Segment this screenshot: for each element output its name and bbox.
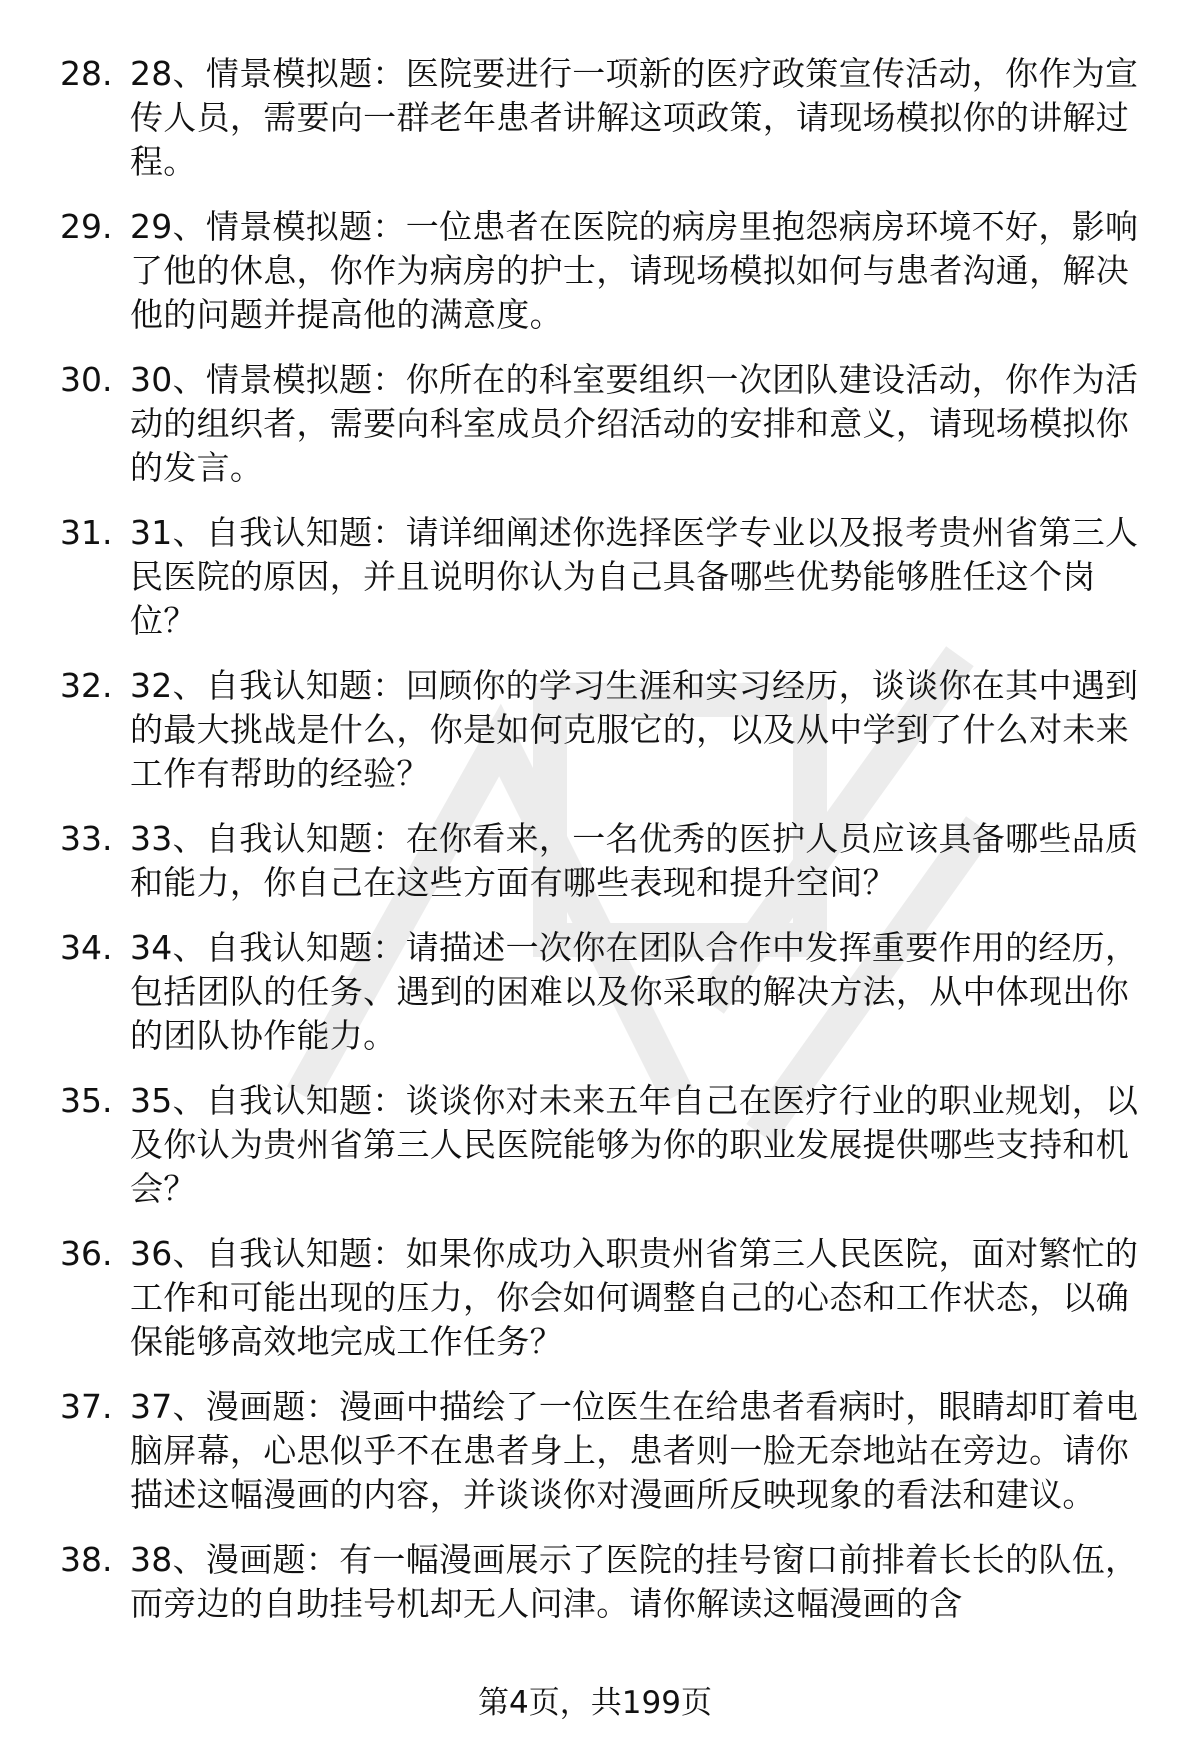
question-number: 38. [60,1540,113,1579]
question-text: 33、自我认知题：在你看来，一名优秀的医护人员应该具备哪些品质和能力，你自己在这些方面有哪些表现和提升空间？ [130,819,1139,902]
list-item [60,1232,1150,1364]
question-number: 30. [60,360,113,399]
question-text: 34、自我认知题：请描述一次你在团队合作中发挥重要作用的经历，包括团队的任务、遇到的困难以及你采取的解决方法，从中体现出你的团队协作能力。 [130,928,1139,1055]
question-number: 31. [60,513,113,552]
question-text: 30、情景模拟题：你所在的科室要组织一次团队建设活动，你作为活动的组织者，需要向科室成员介绍活动的安排和意义，请现场模拟你的发言。 [130,360,1139,487]
question-text: 28、情景模拟题：医院要进行一项新的医疗政策宣传活动，你作为宣传人员，需要向一群老年患者讲解这项政策，请现场模拟你的讲解过程。 [130,54,1139,181]
list-item [60,52,1150,184]
list-item [60,1079,1150,1211]
question-number: 35. [60,1081,113,1120]
list-item [60,1538,1150,1626]
question-number: 36. [60,1234,113,1273]
question-text: 29、情景模拟题：一位患者在医院的病房里抱怨病房环境不好，影响了他的休息，你作为病房的护士，请现场模拟如何与患者沟通，解决他的问题并提高他的满意度。 [130,207,1139,334]
question-text: 37、漫画题：漫画中描绘了一位医生在给患者看病时，眼睛却盯着电脑屏幕，心思似乎不在患者身上，患者则一脸无奈地站在旁边。请你描述这幅漫画的内容，并谈谈你对漫画所反映现象的看法和建议。 [130,1387,1139,1514]
question-number: 28. [60,54,113,93]
question-text: 35、自我认知题：谈谈你对未来五年自己在医疗行业的职业规划，以及你认为贵州省第三人民医院能够为你的职业发展提供哪些支持和机会？ [130,1081,1139,1208]
question-number: 29. [60,207,113,246]
question-text: 31、自我认知题：请详细阐述你选择医学专业以及报考贵州省第三人民医院的原因，并且说明你认为自己具备哪些优势能够胜任这个岗位？ [130,513,1139,640]
question-text: 36、自我认知题：如果你成功入职贵州省第三人民医院，面对繁忙的工作和可能出现的压力，你会如何调整自己的心态和工作状态，以确保能够高效地完成工作任务？ [130,1234,1139,1361]
question-number: 37. [60,1387,113,1426]
list-item [60,664,1150,796]
list-item [60,511,1150,643]
list-item [60,926,1150,1058]
list-item [60,817,1150,905]
question-list [60,52,1150,1647]
list-item [60,1385,1150,1517]
list-item [60,205,1150,337]
question-number: 34. [60,928,113,967]
question-text: 38、漫画题：有一幅漫画展示了医院的挂号窗口前排着长长的队伍，而旁边的自助挂号机却无人问津。请你解读这幅漫画的含 [130,1540,1139,1623]
page-footer: 第4页，共199页 [478,1685,712,1721]
question-number: 33. [60,819,113,858]
question-text: 32、自我认知题：回顾你的学习生涯和实习经历，谈谈你在其中遇到的最大挑战是什么，你是如何克服它的，以及从中学到了什么对未来工作有帮助的经验？ [130,666,1139,793]
question-number: 32. [60,666,113,705]
list-item [60,358,1150,490]
